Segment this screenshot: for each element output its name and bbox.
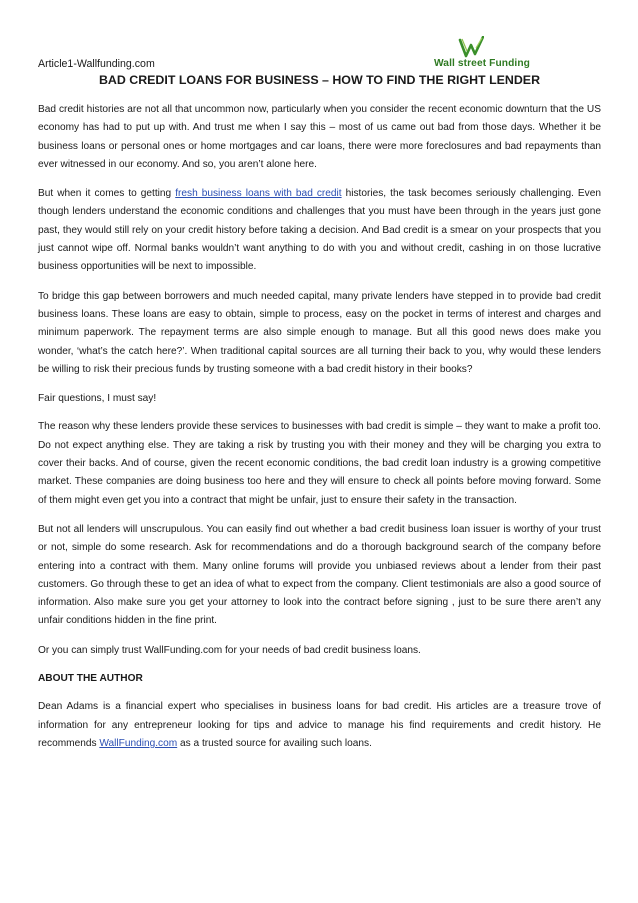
paragraph-intro: Bad credit histories are not all that uncommon now, particularly when you consider the recent economic downturn that the US economy has had to put up with. And trust me when I say this – most of us came out bad from those days. Whether it be business loans or personal ones or home mortgages and car loans, there were more foreclosures and bad repayments than ever witnessed in our economy. And so, you aren’t alone here.: [38, 104, 601, 170]
document-header: [38, 0, 601, 72]
document-page: [38, 0, 601, 749]
site-label: Article1-Wallfunding.com: [38, 58, 155, 70]
author-bio-text: as a trusted source for availing such loans.: [177, 737, 372, 749]
logo-text: Wall street Funding: [433, 58, 531, 69]
author-heading: ABOUT THE AUTHOR: [38, 673, 143, 685]
paragraph-wallfunding: Or you can simply trust WallFunding.com for your needs of bad credit business loans.: [38, 644, 421, 656]
paragraph-research: But not all lenders will unscrupulous. You can easily find out whether a bad credit business loan issuer is worthy of your trust or not, simple do some research. Ask for recommendations and do a thorough background search of the company before entering into a contract with them. Many online forums will provide you unbiased reviews about a lender from their past customers. Go through these to get an idea of what to expect from the company. Client testimonials are also a good source of information. Also make sure you get your attorney to look into the contract before signing , just to be sure there aren’t any unfair conditions hidden in the fine print.: [38, 523, 601, 627]
article-body: [38, 101, 601, 764]
article-title: BAD CREDIT LOANS FOR BUSINESS – HOW TO FIND THE RIGHT LENDER: [98, 73, 541, 87]
wallfunding-link[interactable]: WallFunding.com: [99, 737, 178, 749]
paragraph-reason: The reason why these lenders provide these services to businesses with bad credit is simple – they want to make a profit too. Do not expect anything else. They are taking a risk by trusting you with their money and they will be charging you extra to cover their backs. And of course, given the recent economic conditions, the bad credit loan industry is a growing competitive market. These companies are doing business too here and they will ensure to check all points before moving forward. Some of them might even get you into a contract that might be unfair, just to ensure their safety in the transaction.: [38, 421, 601, 506]
paragraph-challenge: [38, 185, 601, 276]
author-bio-text: Dean Adams is a financial expert who specialises in business loans for bad credit. His articles are a treasure trove of information for any entrepreneur looking for tips and advice to manage his find requirements and credit history. He recommends: [38, 701, 601, 749]
fresh-business-loans-link[interactable]: fresh business loans with bad credit: [175, 188, 342, 200]
paragraph-private-lenders: To bridge this gap between borrowers and much needed capital, many private lenders have stepped in to provide bad credit business loans. These loans are easy to obtain, simple to process, easy on the pocket in terms of interest and charges and minimum paperwork. The repayment terms are also simple enough to manage. But all this good news does make you wonder, ‘what’s the catch here?’. When traditional capital sources are all turning their back to you, why would these lenders be willing to risk their precious funds by trusting someone with a bad credit history in their books?: [38, 290, 601, 375]
paragraph-fair-questions: Fair questions, I must say!: [38, 393, 157, 405]
author-bio: [38, 698, 601, 753]
paragraph-text: histories, the task becomes seriously challenging. Even though lenders understand the economic conditions and challenges that you must have been through in the years just gone past, they would still rely on your credit history before taking a decision. And Bad credit is a smear on your prospects that you just cannot wipe off. Normal banks wouldn’t want anything to do with you and without credit, cashing in on those lucrative business opportunities will be next to impossible.: [38, 188, 601, 273]
company-logo: [422, 36, 542, 70]
paragraph-text: But when it comes to getting: [38, 188, 176, 200]
wallstreet-funding-logo-icon: [458, 36, 484, 60]
